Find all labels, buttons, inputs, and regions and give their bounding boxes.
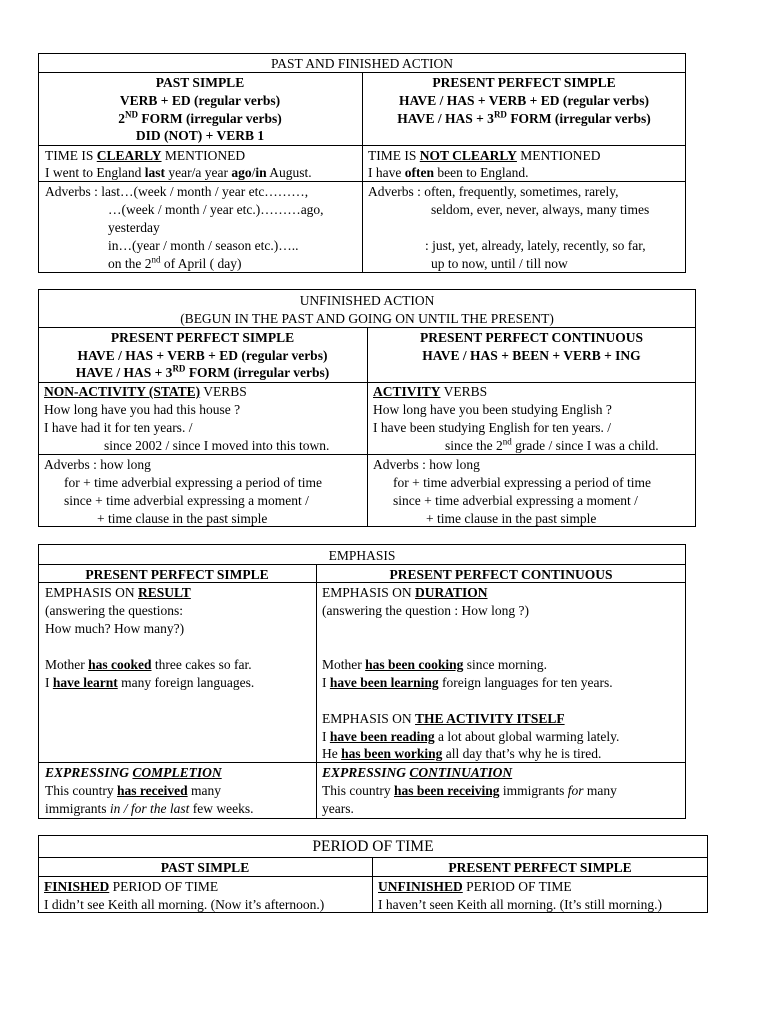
table-title: EMPHASIS xyxy=(328,548,396,563)
table-subtitle: (BEGUN IN THE PAST AND GOING ON UNTIL THE PRESENT) xyxy=(180,311,554,326)
adverbs-line: + time clause in the past simple xyxy=(97,511,268,526)
adverbs-line: yesterday xyxy=(108,220,160,235)
adverbs-line: up to now, until / till now xyxy=(431,256,568,271)
example-sentence: He has been working all day that’s why he is tired. xyxy=(322,746,602,761)
example-sentence: I have had it for ten years. / xyxy=(44,420,193,435)
example-sentence: I have been learning foreign languages for ten years. xyxy=(322,675,613,690)
table-title: PAST AND FINISHED ACTION xyxy=(271,56,453,71)
question-line: (answering the questions: xyxy=(45,603,183,618)
question-line: (answering the question : How long ?) xyxy=(322,603,529,618)
example-sentence: Mother has cooked three cakes so far. xyxy=(45,657,252,672)
divider xyxy=(38,876,708,877)
column-heading: PRESENT PERFECT SIMPLE xyxy=(448,860,632,875)
adverbs-line: in…(year / month / season etc.)….. xyxy=(108,238,299,253)
column-heading: PRESENT PERFECT CONTINUOUS xyxy=(419,330,644,345)
formula-line: VERB + ED (regular verbs) xyxy=(119,93,281,108)
emphasis-label: EMPHASIS ON DURATION xyxy=(322,585,488,600)
column-heading: PRESENT PERFECT SIMPLE xyxy=(85,567,269,582)
adverbs-line: on the 2nd of April ( day) xyxy=(108,254,242,271)
formula-line: HAVE / HAS + BEEN + VERB + ING xyxy=(422,348,641,363)
adverbs-line: for + time adverbial expressing a period of time xyxy=(64,475,323,490)
adverbs-line: since + time adverbial expressing a moment / xyxy=(64,493,309,508)
column-heading: PAST SIMPLE xyxy=(160,860,250,875)
period-label: FINISHED PERIOD OF TIME xyxy=(44,879,219,894)
time-mention-label: TIME IS CLEARLY MENTIONED xyxy=(45,148,246,163)
adverbs-line: : just, yet, already, lately, recently, so far, xyxy=(425,238,646,253)
formula-line: 2ND FORM (irregular verbs) xyxy=(118,109,282,126)
formula-line: HAVE / HAS + 3RD FORM (irregular verbs) xyxy=(75,363,330,380)
formula-line: HAVE / HAS + VERB + ED (regular verbs) xyxy=(77,348,328,363)
divider xyxy=(38,857,708,858)
example-sentence: How long have you had this house ? xyxy=(44,402,241,417)
column-heading: PAST SIMPLE xyxy=(155,75,245,90)
adverbs-line: since + time adverbial expressing a moment / xyxy=(393,493,638,508)
emphasis-label: EMPHASIS ON RESULT xyxy=(45,585,191,600)
time-mention-label: TIME IS NOT CLEARLY MENTIONED xyxy=(368,148,601,163)
example-sentence: years. xyxy=(322,801,354,816)
example-sentence: immigrants in / for the last few weeks. xyxy=(45,801,254,816)
example-sentence: How long have you been studying English ? xyxy=(373,402,612,417)
column-heading: PRESENT PERFECT SIMPLE xyxy=(432,75,616,90)
adverbs-line: for + time adverbial expressing a period of time xyxy=(393,475,652,490)
adverbs-line: …(week / month / year etc.)………ago, xyxy=(108,202,324,217)
emphasis-label: EMPHASIS ON THE ACTIVITY ITSELF xyxy=(322,711,565,726)
verbs-label: ACTIVITY VERBS xyxy=(373,384,488,399)
column-heading: PRESENT PERFECT CONTINUOUS xyxy=(389,567,613,582)
example-sentence: I didn’t see Keith all morning. (Now it’s afternoon.) xyxy=(44,897,325,912)
example-sentence: I have been studying English for ten years. / xyxy=(373,420,612,435)
example-sentence: This country has been receiving immigrants for many xyxy=(322,783,617,798)
example-sentence: I have often been to England. xyxy=(368,165,529,180)
example-sentence: Mother has been cooking since morning. xyxy=(322,657,548,672)
example-sentence: I haven’t seen Keith all morning. (It’s still morning.) xyxy=(378,897,662,912)
adverbs-line: Adverbs : how long xyxy=(44,457,151,472)
divider xyxy=(38,564,686,565)
example-sentence: I have been reading a lot about global warming lately. xyxy=(322,729,620,744)
example-sentence: since 2002 / since I moved into this town. xyxy=(104,438,330,453)
adverbs-line: seldom, ever, never, always, many times xyxy=(431,202,650,217)
adverbs-line: + time clause in the past simple xyxy=(426,511,597,526)
divider xyxy=(38,762,686,763)
formula-line: DID (NOT) + VERB 1 xyxy=(135,128,265,143)
question-line: How much? How many?) xyxy=(45,621,185,636)
example-sentence: I have learnt many foreign languages. xyxy=(45,675,255,690)
divider xyxy=(316,564,317,819)
formula-line: HAVE / HAS + VERB + ED (regular verbs) xyxy=(399,93,649,108)
period-label: UNFINISHED PERIOD OF TIME xyxy=(378,879,572,894)
table-title: PERIOD OF TIME xyxy=(312,838,434,855)
formula-line: HAVE / HAS + 3RD FORM (irregular verbs) xyxy=(397,109,651,126)
adverbs-line: Adverbs : often, frequently, sometimes, rarely, xyxy=(368,184,619,199)
adverbs-line: Adverbs : how long xyxy=(373,457,480,472)
verbs-label: NON-ACTIVITY (STATE) VERBS xyxy=(44,384,247,399)
column-heading: PRESENT PERFECT SIMPLE xyxy=(110,330,295,345)
example-sentence: I went to England last year/a year ago/in August. xyxy=(45,165,312,180)
table-title: UNFINISHED ACTION xyxy=(299,293,435,308)
expressing-label: EXPRESSING COMPLETION xyxy=(45,765,222,780)
example-sentence: This country has received many xyxy=(45,783,221,798)
adverbs-line: Adverbs : last…(week / month / year etc………, xyxy=(45,184,309,199)
example-sentence: since the 2nd grade / since I was a child. xyxy=(445,436,659,453)
expressing-label: EXPRESSING CONTINUATION xyxy=(322,765,513,780)
